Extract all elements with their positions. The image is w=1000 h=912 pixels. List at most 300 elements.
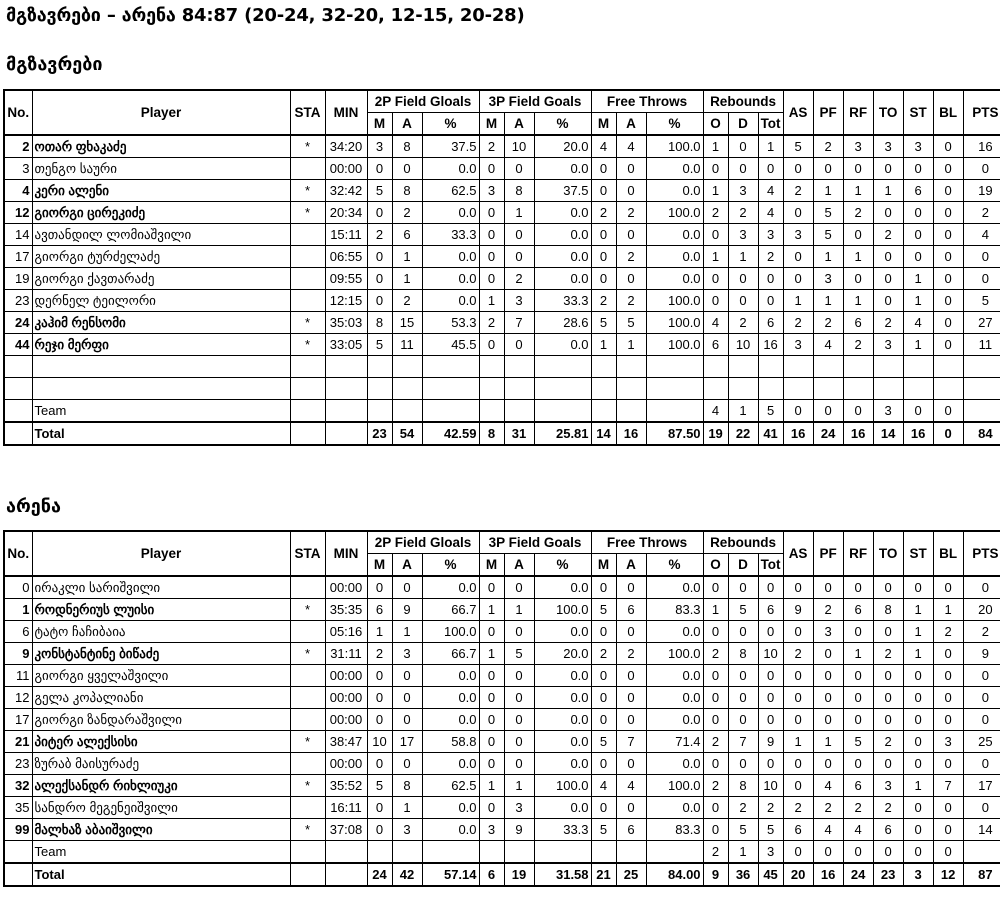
stat-p2 [422,356,479,378]
stat-d [728,356,758,378]
player-number: 21 [4,731,32,753]
stat-st: 0 [903,246,933,268]
stat-p2: 37.5 [422,135,479,158]
stat-tot [758,378,783,400]
stat-pts: 14 [963,819,1000,841]
stat-m2: 5 [367,334,392,356]
stat-d: 0 [728,268,758,290]
stat-to: 6 [873,819,903,841]
minutes: 16:11 [325,797,367,819]
stat-mf: 1 [591,334,616,356]
stat-p2: 0.0 [422,290,479,312]
stat-a3: 0 [504,665,534,687]
stat-m2: 0 [367,246,392,268]
table-row [4,753,1000,775]
stat-m3 [479,356,504,378]
stat-af: 0 [616,621,646,643]
stat-d: 5 [728,819,758,841]
stat-a2 [392,841,422,864]
stat-d: 10 [728,334,758,356]
table-row [4,643,1000,665]
stat-m3: 2 [479,135,504,158]
stat-o: 0 [703,687,728,709]
stat-m2 [367,400,392,423]
stat-a2: 11 [392,334,422,356]
player-number: 1 [4,599,32,621]
stat-rf: 0 [843,158,873,180]
stat-pf: 1 [813,290,843,312]
stat-st: 0 [903,576,933,599]
stat-p3: 0.0 [534,268,591,290]
stat-m3: 0 [479,576,504,599]
stat-to: 3 [873,135,903,158]
stat-to [873,356,903,378]
starter-mark [290,665,325,687]
stat-mf: 5 [591,819,616,841]
table-row [4,180,1000,202]
stat-to: 0 [873,268,903,290]
stat-to: 0 [873,687,903,709]
stat-m2: 0 [367,709,392,731]
stat-pts: 2 [963,202,1000,224]
starter-mark [290,797,325,819]
header-as: AS [783,90,813,135]
starter-mark: * [290,775,325,797]
minutes: 06:55 [325,246,367,268]
minutes: 12:15 [325,290,367,312]
stat-m2: 0 [367,576,392,599]
stat-pf-pct [646,400,703,423]
total-o: 19 [703,422,728,445]
stat-mf: 5 [591,312,616,334]
player-number: 23 [4,290,32,312]
header-st: ST [903,90,933,135]
header-to: TO [873,90,903,135]
stat-bl: 0 [933,135,963,158]
stat-pf: 4 [813,775,843,797]
stat-rf: 0 [843,687,873,709]
stat-d: 3 [728,224,758,246]
player-name: ოთარ ფხაკაძე [32,135,290,158]
subheader-percent: % [534,554,591,577]
total-st: 3 [903,863,933,886]
stat-st: 0 [903,797,933,819]
stat-pts: 0 [963,687,1000,709]
subheader-m: M [591,113,616,136]
minutes: 38:47 [325,731,367,753]
minutes: 00:00 [325,158,367,180]
stat-as: 3 [783,334,813,356]
player-name [32,356,290,378]
stat-as: 0 [783,665,813,687]
minutes: 15:11 [325,224,367,246]
stat-as: 9 [783,599,813,621]
total-sta-cell [290,863,325,886]
minutes: 35:03 [325,312,367,334]
stat-as: 0 [783,576,813,599]
total-as: 16 [783,422,813,445]
stat-a3: 0 [504,576,534,599]
stat-pf-pct: 71.4 [646,731,703,753]
stat-mf: 0 [591,246,616,268]
stat-pf: 0 [813,665,843,687]
stat-pts: 0 [963,246,1000,268]
total-pf-pct: 84.00 [646,863,703,886]
stat-pf-pct: 0.0 [646,753,703,775]
minutes: 09:55 [325,268,367,290]
header-2p-field-goals: 2P Field Gloals [367,90,479,113]
stat-bl [933,378,963,400]
player-number [4,378,32,400]
stat-as: 6 [783,819,813,841]
table-row [4,268,1000,290]
total-label: Total [32,422,290,445]
stat-pf: 1 [813,180,843,202]
stat-a3: 0 [504,334,534,356]
stat-pts: 4 [963,224,1000,246]
stat-af: 0 [616,709,646,731]
stat-af [616,400,646,423]
total-a3: 31 [504,422,534,445]
stat-as: 0 [783,621,813,643]
stat-tot: 2 [758,797,783,819]
stat-st: 0 [903,841,933,864]
header-pts: PTS [963,531,1000,576]
stat-bl: 0 [933,246,963,268]
stat-o: 0 [703,158,728,180]
header-min: MIN [325,531,367,576]
table-row [4,135,1000,158]
stat-tot: 6 [758,312,783,334]
stat-pf-pct [646,378,703,400]
player-name: რეჯი მერფი [32,334,290,356]
stat-pf: 1 [813,246,843,268]
starter-mark: * [290,135,325,158]
total-a2: 42 [392,863,422,886]
stat-d: 0 [728,135,758,158]
stat-m3: 3 [479,180,504,202]
stat-d: 7 [728,731,758,753]
stat-o: 0 [703,224,728,246]
stat-af: 0 [616,268,646,290]
stat-pf-pct: 100.0 [646,643,703,665]
stat-o [703,378,728,400]
starter-mark [290,158,325,180]
total-mf: 14 [591,422,616,445]
subheader-percent: % [534,113,591,136]
table-row [4,246,1000,268]
stat-pf-pct: 0.0 [646,246,703,268]
table-row [4,158,1000,180]
stat-m2: 3 [367,135,392,158]
stat-rf: 6 [843,599,873,621]
stat-pf: 2 [813,135,843,158]
starter-mark [290,621,325,643]
stat-st: 1 [903,599,933,621]
minutes: 00:00 [325,753,367,775]
stat-as: 5 [783,135,813,158]
stat-pts [963,841,1000,864]
stat-mf: 5 [591,599,616,621]
stat-p3 [534,378,591,400]
stat-p3: 0.0 [534,224,591,246]
player-name: კონსტანტინე ბიწაძე [32,643,290,665]
total-m2: 23 [367,422,392,445]
stat-m3: 3 [479,819,504,841]
stat-p2 [422,400,479,423]
player-number: 2 [4,135,32,158]
stat-to: 2 [873,731,903,753]
stat-st: 0 [903,753,933,775]
stat-pf-pct [646,356,703,378]
table-row [4,731,1000,753]
stat-to: 0 [873,621,903,643]
stat-rf: 5 [843,731,873,753]
stat-mf: 0 [591,576,616,599]
stat-p3: 0.0 [534,665,591,687]
table-row [4,775,1000,797]
stat-m3: 0 [479,687,504,709]
stat-st: 1 [903,334,933,356]
player-name: ტატო ჩაჩიბაია [32,621,290,643]
stat-d: 0 [728,621,758,643]
player-name: ავთანდილ ლომიაშვილი [32,224,290,246]
subheader-d: D [728,554,758,577]
player-number: 12 [4,202,32,224]
stat-as: 2 [783,180,813,202]
stat-to: 8 [873,599,903,621]
stat-to: 0 [873,246,903,268]
stat-a3: 1 [504,202,534,224]
stat-a3 [504,841,534,864]
stat-as: 0 [783,753,813,775]
stat-o: 4 [703,312,728,334]
player-number [4,400,32,423]
stat-bl: 0 [933,819,963,841]
stat-pts: 0 [963,753,1000,775]
table-row [4,819,1000,841]
stat-a2: 2 [392,290,422,312]
subheader-m: M [367,554,392,577]
total-row [4,422,1000,445]
table-row [4,599,1000,621]
stat-tot: 2 [758,246,783,268]
stat-af [616,356,646,378]
total-row [4,863,1000,886]
stat-to: 3 [873,400,903,423]
player-name: გიორგი ყველაშვილი [32,665,290,687]
stat-mf [591,841,616,864]
stat-d: 1 [728,246,758,268]
stat-pts [963,378,1000,400]
table-row [4,797,1000,819]
stat-to: 0 [873,202,903,224]
stat-st: 0 [903,819,933,841]
starter-mark: * [290,312,325,334]
stat-pf: 4 [813,334,843,356]
minutes: 00:00 [325,665,367,687]
stat-as: 0 [783,841,813,864]
stat-pf-pct: 0.0 [646,687,703,709]
total-p3: 25.81 [534,422,591,445]
stat-a3 [504,356,534,378]
stat-pf: 0 [813,643,843,665]
player-name: სანდრო მეგენეიშვილი [32,797,290,819]
stat-a2 [392,378,422,400]
stat-p2: 0.0 [422,709,479,731]
stat-d: 0 [728,665,758,687]
stat-m2: 0 [367,687,392,709]
player-number: 17 [4,709,32,731]
stat-o: 2 [703,775,728,797]
stat-p3: 0.0 [534,687,591,709]
stat-pf-pct: 100.0 [646,334,703,356]
stat-st: 0 [903,687,933,709]
minutes: 35:52 [325,775,367,797]
total-bl: 12 [933,863,963,886]
table-row [4,621,1000,643]
player-number: 0 [4,576,32,599]
player-number: 24 [4,312,32,334]
stat-p2: 33.3 [422,224,479,246]
stat-o: 0 [703,797,728,819]
stat-p3: 0.0 [534,158,591,180]
stat-m3: 0 [479,268,504,290]
stat-af: 0 [616,158,646,180]
stat-pts: 11 [963,334,1000,356]
starter-mark: * [290,731,325,753]
stat-as: 0 [783,775,813,797]
stat-o: 2 [703,643,728,665]
stat-m3: 0 [479,709,504,731]
stat-rf: 0 [843,224,873,246]
stat-a2: 1 [392,268,422,290]
stat-st: 1 [903,621,933,643]
stat-p2: 0.0 [422,687,479,709]
stat-bl: 0 [933,290,963,312]
stat-o: 1 [703,599,728,621]
subheader-tot: Tot [758,554,783,577]
stat-af [616,378,646,400]
starter-mark [290,356,325,378]
starter-mark [290,709,325,731]
stat-pf-pct: 100.0 [646,775,703,797]
header-as: AS [783,531,813,576]
player-number: 4 [4,180,32,202]
starter-mark [290,400,325,423]
stat-rf: 6 [843,775,873,797]
stat-st: 6 [903,180,933,202]
stat-m2: 0 [367,290,392,312]
total-to: 23 [873,863,903,886]
stat-p2: 0.0 [422,158,479,180]
stat-pf-pct: 0.0 [646,665,703,687]
stat-rf: 0 [843,400,873,423]
stat-d: 1 [728,400,758,423]
player-number: 23 [4,753,32,775]
stat-to: 0 [873,158,903,180]
stat-st: 1 [903,643,933,665]
stat-d: 1 [728,841,758,864]
stat-bl: 0 [933,224,963,246]
game-title: მგზავრები – არენა 84:87 (20-24, 32-20, 12-15, 20-28) [6,5,525,26]
minutes [325,378,367,400]
stat-d: 2 [728,797,758,819]
stat-pf: 0 [813,753,843,775]
subheader-a: A [392,554,422,577]
stat-m2 [367,841,392,864]
stat-o: 0 [703,753,728,775]
stat-pts: 0 [963,797,1000,819]
stat-rf: 1 [843,180,873,202]
stat-m2: 0 [367,665,392,687]
stat-o: 0 [703,576,728,599]
stat-a3: 1 [504,599,534,621]
header-3p-field-goals: 3P Field Goals [479,531,591,554]
subheader-a: A [616,554,646,577]
stat-a2: 9 [392,599,422,621]
stat-to: 0 [873,290,903,312]
table-row [4,576,1000,599]
stat-mf: 4 [591,775,616,797]
stat-mf: 2 [591,290,616,312]
header-min: MIN [325,90,367,135]
stat-m2 [367,378,392,400]
minutes: 37:08 [325,819,367,841]
stat-st [903,378,933,400]
stat-m2: 10 [367,731,392,753]
stat-a2: 3 [392,819,422,841]
stat-as: 0 [783,400,813,423]
stat-rf: 0 [843,841,873,864]
stat-d: 0 [728,753,758,775]
header-to: TO [873,531,903,576]
stat-pf: 0 [813,158,843,180]
stat-a2: 1 [392,246,422,268]
stat-o: 6 [703,334,728,356]
total-as: 20 [783,863,813,886]
stat-rf: 2 [843,334,873,356]
stat-pts: 25 [963,731,1000,753]
stat-mf: 2 [591,202,616,224]
stat-bl: 0 [933,312,963,334]
stat-m3: 0 [479,246,504,268]
stat-p3 [534,400,591,423]
stat-a2: 0 [392,665,422,687]
stat-a2 [392,400,422,423]
stat-pts: 0 [963,268,1000,290]
table-row [4,687,1000,709]
total-o: 9 [703,863,728,886]
stat-pts: 5 [963,290,1000,312]
minutes [325,841,367,864]
stat-a3: 0 [504,687,534,709]
player-number: 99 [4,819,32,841]
header-player: Player [32,90,290,135]
stat-af: 0 [616,576,646,599]
stat-p3: 0.0 [534,753,591,775]
stat-st: 3 [903,135,933,158]
stat-pts: 19 [963,180,1000,202]
stat-pts: 16 [963,135,1000,158]
stat-rf: 1 [843,246,873,268]
starter-mark: * [290,819,325,841]
stat-bl: 2 [933,621,963,643]
stat-pf: 5 [813,202,843,224]
header-2p-field-goals: 2P Field Gloals [367,531,479,554]
table-row [4,709,1000,731]
starter-mark [290,290,325,312]
